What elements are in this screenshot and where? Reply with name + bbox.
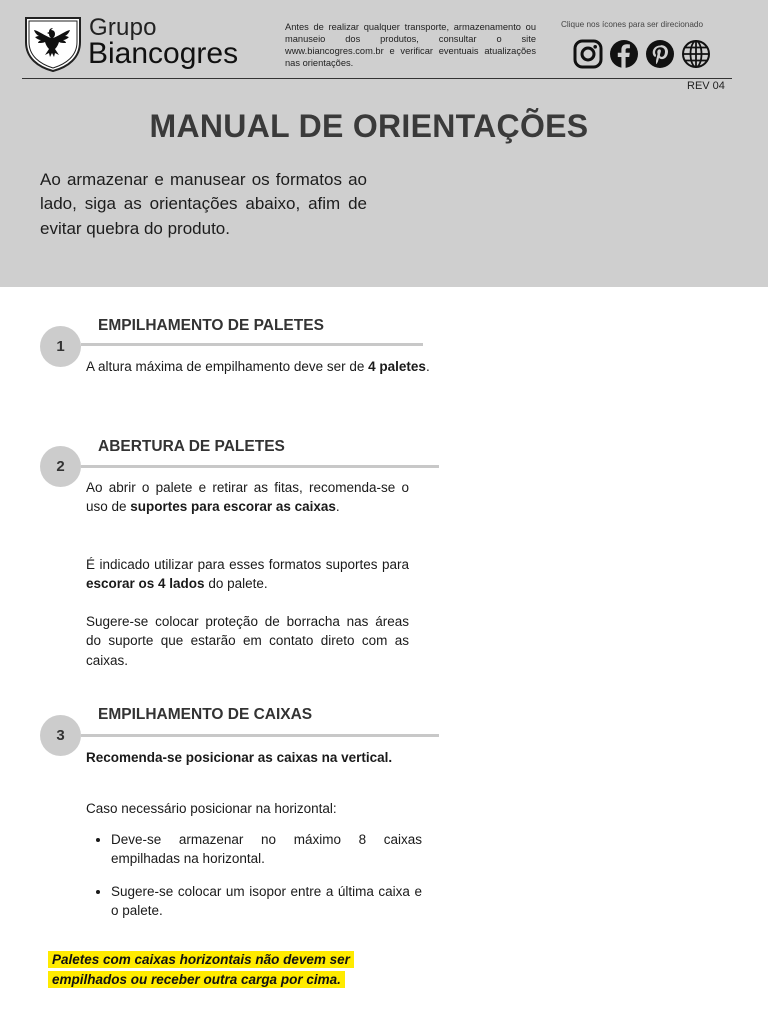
step-number-1: 1	[40, 326, 81, 367]
instagram-icon[interactable]	[573, 39, 603, 69]
section-title-3: EMPILHAMENTO DE CAIXAS	[98, 706, 313, 723]
brand-name-line2: Biancogres	[88, 37, 239, 70]
page-title: MANUAL DE ORIENTAÇÕES	[149, 108, 589, 144]
list-item: • Sugere-se colocar um isopor entre a última caixa e o palete.	[111, 882, 422, 921]
section-title-2: ABERTURA DE PALETES	[98, 438, 285, 455]
section-2-paragraph-2: É indicado utilizar para esses formatos suportes para escorar os 4 lados do palete.	[86, 557, 409, 592]
section-underline-1	[81, 343, 423, 346]
step-number-2: 2	[40, 446, 81, 487]
list-item: • Deve-se armazenar no máximo 8 caixas empilhadas na horizontal.	[111, 830, 422, 869]
intro-text: Ao armazenar e manusear os formatos ao lado, siga as orientações abaixo, afim de evitar quebra do produto.	[40, 170, 367, 238]
revision-label: REV 04	[687, 80, 725, 92]
section-3-paragraph-1: Recomenda-se posicionar as caixas na vertical.	[86, 750, 393, 765]
icons-caption: Clique nos ícones para ser direcionado	[561, 20, 704, 29]
eagle-logo-icon	[22, 16, 84, 72]
facebook-icon[interactable]	[609, 39, 639, 69]
section-underline-2	[81, 465, 439, 468]
header-divider	[22, 78, 732, 79]
section-underline-3	[81, 734, 439, 737]
header-band	[0, 0, 768, 287]
section-2-paragraph-3: Sugere-se colocar proteção de borracha nas áreas do suporte que estarão em contato direto com as caixas.	[86, 614, 409, 668]
section-3-bullet-list	[86, 830, 422, 933]
section-1-text: A altura máxima de empilhamento deve ser de 4 paletes.	[86, 359, 430, 374]
warning-highlight: Paletes com caixas horizontais não devem ser empilhados ou receber outra carga por cima.	[48, 950, 394, 989]
pinterest-icon[interactable]	[645, 39, 675, 69]
section-3-paragraph-2: Caso necessário posicionar na horizontal:	[86, 801, 337, 816]
section-2-paragraph-1: Ao abrir o palete e retirar as fitas, recomenda-se o uso de suportes para escorar as caixas.	[86, 480, 409, 515]
step-number-3: 3	[40, 715, 81, 756]
section-title-1: EMPILHAMENTO DE PALETES	[98, 317, 324, 334]
brand-name-line1: Grupo	[89, 14, 157, 41]
globe-icon[interactable]	[681, 39, 711, 69]
website-notice: Antes de realizar qualquer transporte, armazenamento ou manuseio dos produtos, consultar o site www.biancogres.com.br e verificar eventuais atualizações nas orientações.	[285, 22, 536, 68]
